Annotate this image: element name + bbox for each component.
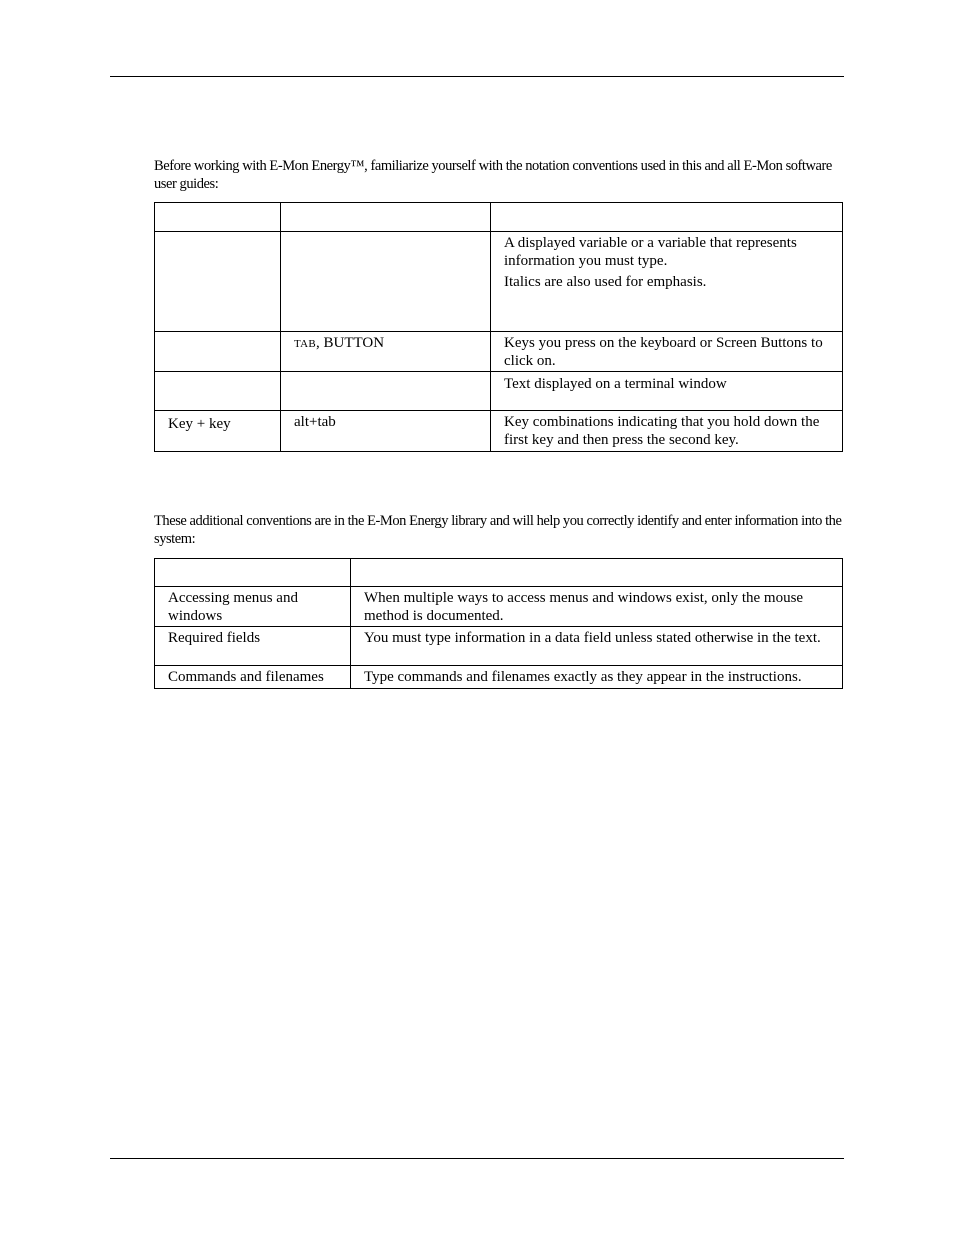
header-cell: [155, 559, 351, 587]
table-row: [155, 372, 843, 411]
convention-cell: [155, 372, 281, 411]
description-cell: You must type information in a data field unless stated otherwise in the text.: [351, 627, 843, 666]
table-row: [155, 332, 843, 372]
table-header-row: [155, 203, 843, 232]
description-text: Text displayed on a terminal window: [504, 376, 727, 392]
table-header-row: [155, 559, 843, 587]
header-cell: [155, 203, 281, 232]
table-row: [155, 627, 843, 666]
intro-paragraph-2: These additional conventions are in the E-Mon Energy library and will help you correctly identify and enter information into the system:: [154, 513, 842, 547]
description-text: A displayed variable or a variable that represents information you must type.: [504, 235, 797, 269]
table-row: [155, 232, 843, 332]
description-cell: When multiple ways to access menus and windows exist, only the mouse method is documented.: [351, 587, 843, 627]
smallcaps-key: TAB: [294, 338, 317, 350]
intro-paragraph-1: Before working with E-Mon Energy™, familiarize yourself with the notation conventions used in this and all E-Mon software user guides:: [154, 158, 832, 192]
description-cell: Type commands and filenames exactly as they appear in the instructions.: [351, 666, 843, 689]
example-cell: [281, 232, 491, 332]
description-cell: [491, 332, 843, 372]
header-cell: [351, 559, 843, 587]
example-cell: alt+tab: [281, 411, 491, 452]
example-text: , BUTTON: [316, 335, 385, 351]
convention-cell: Required fields: [155, 627, 351, 666]
table-row: [155, 411, 843, 452]
convention-cell: [155, 232, 281, 332]
additional-conventions-table: [154, 558, 843, 689]
convention-cell: [155, 332, 281, 372]
header-rule: [110, 76, 844, 77]
description-text: Italics are also used for emphasis.: [504, 274, 707, 290]
header-cell: [281, 203, 491, 232]
example-cell: [281, 332, 491, 372]
convention-cell: Commands and filenames: [155, 666, 351, 689]
notation-conventions-table: [154, 202, 843, 452]
description-cell: [491, 411, 843, 452]
description-cell: [491, 372, 843, 411]
description-text: Key combinations indicating that you hold down the first key and then press the second key.: [504, 414, 820, 448]
table-row: [155, 666, 843, 689]
header-cell: [491, 203, 843, 232]
convention-cell: Key + key: [155, 411, 281, 452]
description-cell: [491, 232, 843, 332]
footer-rule: [110, 1158, 844, 1159]
convention-cell: Accessing menus and windows: [155, 587, 351, 627]
example-cell: [281, 372, 491, 411]
description-text: Keys you press on the keyboard or Screen Buttons to click on.: [504, 335, 823, 369]
table-row: [155, 587, 843, 627]
